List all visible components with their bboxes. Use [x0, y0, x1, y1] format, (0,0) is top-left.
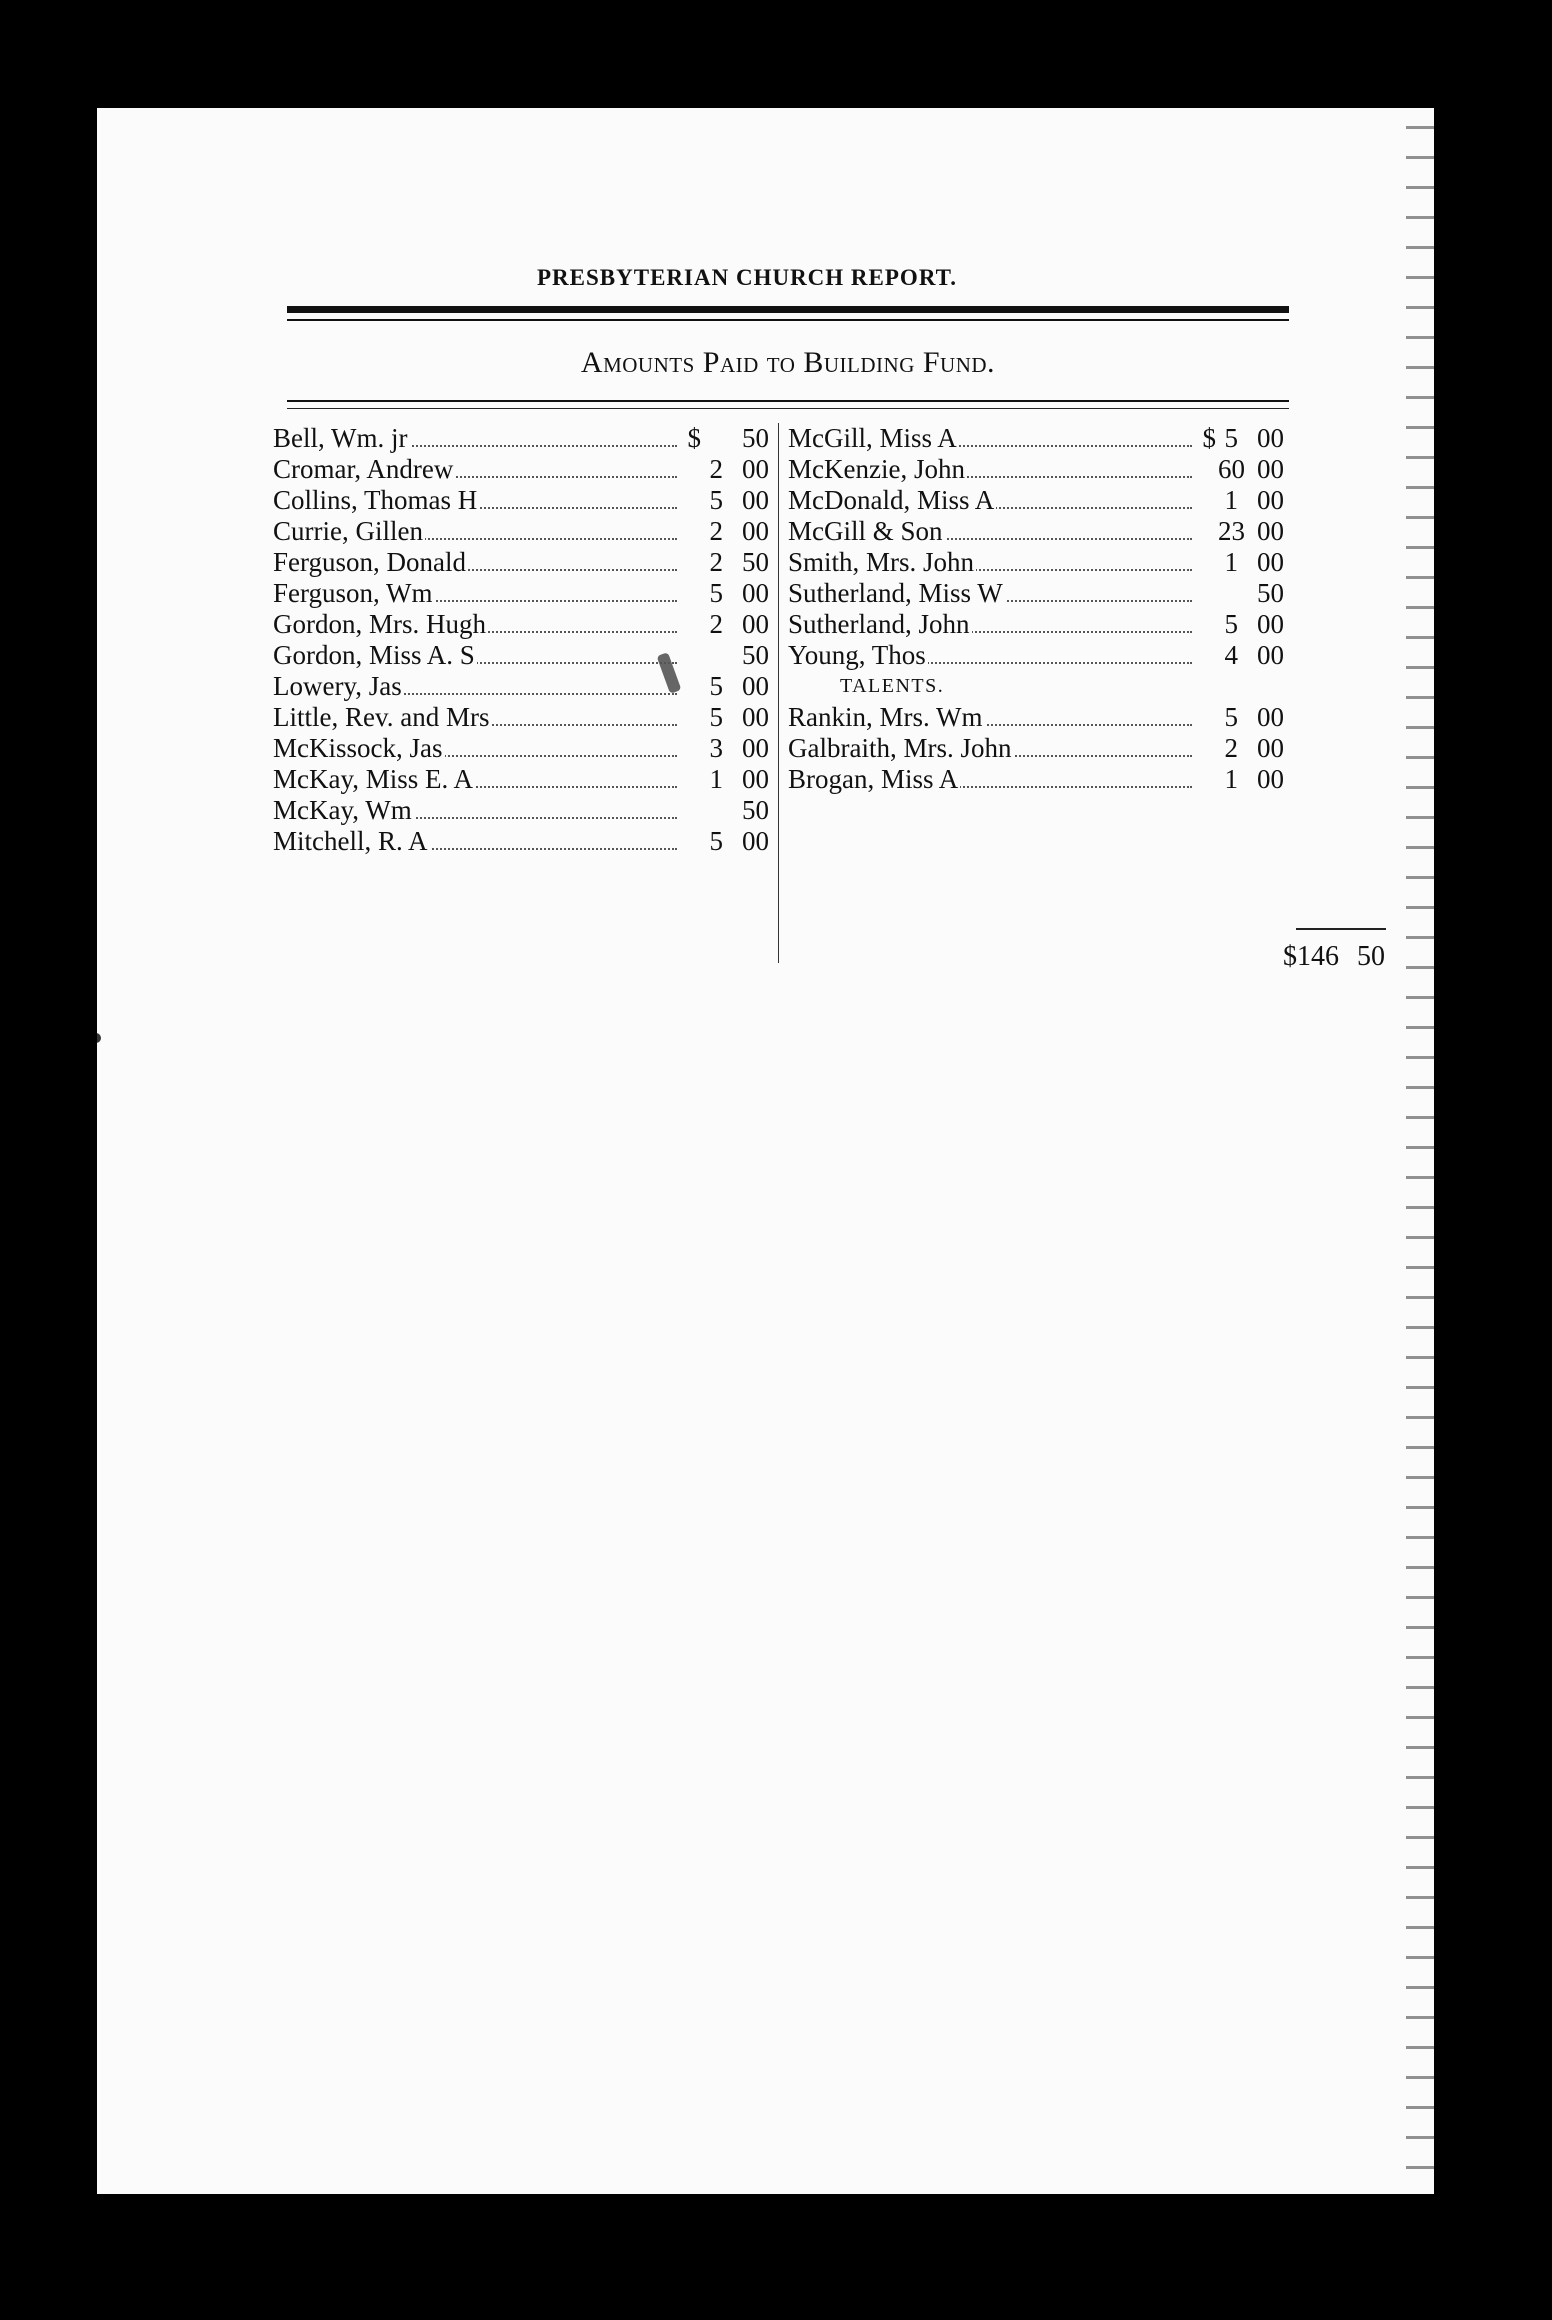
amount-dollars: 2: [709, 609, 723, 639]
amount-dollars: 1: [1224, 485, 1238, 515]
amount-cents: 00: [1257, 547, 1284, 577]
contributor-name: McKay, Miss E. A: [273, 764, 473, 794]
talents-subhead-row: [788, 671, 1288, 702]
amount-dollars: 5: [709, 826, 723, 856]
contributor-row: [273, 423, 773, 454]
amount-cents: 00: [742, 702, 769, 732]
contributor-name: Ferguson, Donald: [273, 547, 466, 577]
amount-cents: 50: [742, 423, 769, 453]
contributor-row: [788, 423, 1288, 454]
amount-cents: 50: [1257, 578, 1284, 608]
page-header-title: PRESBYTERIAN CHURCH REPORT.: [537, 265, 957, 290]
contributor-name: Currie, Gillen: [273, 516, 423, 546]
contributor-name: Gordon, Miss A. S: [273, 640, 475, 670]
contributor-row: [273, 485, 773, 516]
contributor-name: Young, Thos: [788, 640, 926, 670]
amount-dollars: 5: [709, 485, 723, 515]
contributor-row: [273, 826, 773, 857]
total-dollars: $146: [1283, 941, 1339, 972]
header-rule-thick: [287, 306, 1289, 313]
amount-cents: 00: [1257, 733, 1284, 763]
amount-cents: 50: [742, 795, 769, 825]
contributor-row: [273, 640, 773, 671]
contributor-name: Collins, Thomas H: [273, 485, 478, 515]
column-divider: [778, 423, 779, 963]
amount-cents: 00: [742, 454, 769, 484]
contributor-row: [273, 547, 773, 578]
contributor-row: [788, 609, 1288, 640]
amount-dollars: 3: [709, 733, 723, 763]
amount-cents: 50: [742, 547, 769, 577]
amount-dollars: 1: [1224, 764, 1238, 794]
amount-dollars: 2: [709, 454, 723, 484]
amount-cents: 00: [742, 826, 769, 856]
total-rule: [1296, 928, 1386, 930]
table-rule-top: [287, 400, 1289, 402]
contributor-row: [273, 671, 773, 702]
contributor-name: Bell, Wm. jr: [273, 423, 408, 453]
amount-dollars: 5: [1224, 609, 1238, 639]
contributor-name: Galbraith, Mrs. John: [788, 733, 1012, 763]
contributor-name: McKay, Wm: [273, 795, 412, 825]
amount-cents: 00: [742, 516, 769, 546]
amount-dollars: 60: [1218, 454, 1245, 484]
contributor-row: [788, 702, 1288, 733]
page-binding-edge: [1406, 108, 1434, 2194]
contributor-row: [273, 516, 773, 547]
amount-cents: 00: [1257, 485, 1284, 515]
contributor-name: Sutherland, John: [788, 609, 970, 639]
amount-cents: 00: [1257, 764, 1284, 794]
amount-dollars: 5: [709, 702, 723, 732]
contributor-row: [788, 454, 1288, 485]
contributor-row: [788, 547, 1288, 578]
amount-dollars: 5: [1224, 423, 1238, 453]
contributor-row: [788, 733, 1288, 764]
dollar-sign: $: [1202, 423, 1216, 453]
contributor-name: McKenzie, John: [788, 454, 965, 484]
amount-dollars: 2: [709, 547, 723, 577]
amount-cents: 00: [742, 671, 769, 701]
contributor-name: Mitchell, R. A: [273, 826, 428, 856]
contributor-row: [273, 609, 773, 640]
contributor-name: Sutherland, Miss W: [788, 578, 1003, 608]
amount-cents: 00: [742, 578, 769, 608]
contributor-name: Brogan, Miss A: [788, 764, 959, 794]
amount-dollars: 1: [1224, 547, 1238, 577]
amount-cents: 00: [1257, 640, 1284, 670]
amount-dollars: 5: [709, 578, 723, 608]
contributor-row: [788, 516, 1288, 547]
contributor-name: McDonald, Miss A: [788, 485, 995, 515]
contributor-row: [273, 764, 773, 795]
contributor-row: [788, 764, 1288, 795]
talents-subhead: TALENTS.: [840, 675, 945, 697]
contributor-row: [273, 702, 773, 733]
amount-cents: 00: [1257, 516, 1284, 546]
amount-cents: 00: [1257, 702, 1284, 732]
contributor-name: Rankin, Mrs. Wm: [788, 702, 983, 732]
contributor-name: Smith, Mrs. John: [788, 547, 975, 577]
contributor-row: [273, 795, 773, 826]
contributor-name: Lowery, Jas: [273, 671, 402, 701]
amount-cents: 00: [742, 485, 769, 515]
contributor-row: [788, 640, 1288, 671]
right-column-list: [788, 423, 1288, 795]
total-amount: [1196, 940, 1389, 974]
amount-dollars: 5: [709, 671, 723, 701]
contributor-row: [273, 733, 773, 764]
amount-dollars: 1: [709, 764, 723, 794]
amount-cents: 50: [742, 640, 769, 670]
contributor-name: Little, Rev. and Mrs: [273, 702, 490, 732]
contributor-row: [273, 578, 773, 609]
table-rule-bottom: [287, 408, 1289, 409]
paper-speck: [97, 1033, 101, 1043]
left-column-list: [273, 423, 773, 857]
section-title: Amounts Paid to Building Fund.: [580, 346, 996, 379]
contributor-name: McGill & Son: [788, 516, 943, 546]
amount-cents: 00: [742, 733, 769, 763]
amount-cents: 00: [1257, 423, 1284, 453]
contributor-name: Cromar, Andrew: [273, 454, 454, 484]
amount-cents: 00: [742, 764, 769, 794]
amount-dollars: 2: [709, 516, 723, 546]
total-cents: 50: [1357, 941, 1385, 972]
report-page: [97, 108, 1434, 2194]
amount-cents: 00: [1257, 609, 1284, 639]
amount-cents: 00: [742, 609, 769, 639]
contributor-name: McKissock, Jas: [273, 733, 443, 763]
contributor-row: [788, 485, 1288, 516]
amount-dollars: 2: [1224, 733, 1238, 763]
amount-dollars: 5: [1224, 702, 1238, 732]
contributor-name: Ferguson, Wm: [273, 578, 433, 608]
amount-dollars: 4: [1224, 640, 1238, 670]
amount-cents: 00: [1257, 454, 1284, 484]
contributor-row: [788, 578, 1288, 609]
contributor-name: Gordon, Mrs. Hugh: [273, 609, 486, 639]
contributor-row: [273, 454, 773, 485]
dollar-sign: $: [687, 423, 701, 453]
header-rule-thin: [287, 319, 1289, 321]
contributor-name: McGill, Miss A: [788, 423, 957, 453]
amount-dollars: 23: [1218, 516, 1245, 546]
